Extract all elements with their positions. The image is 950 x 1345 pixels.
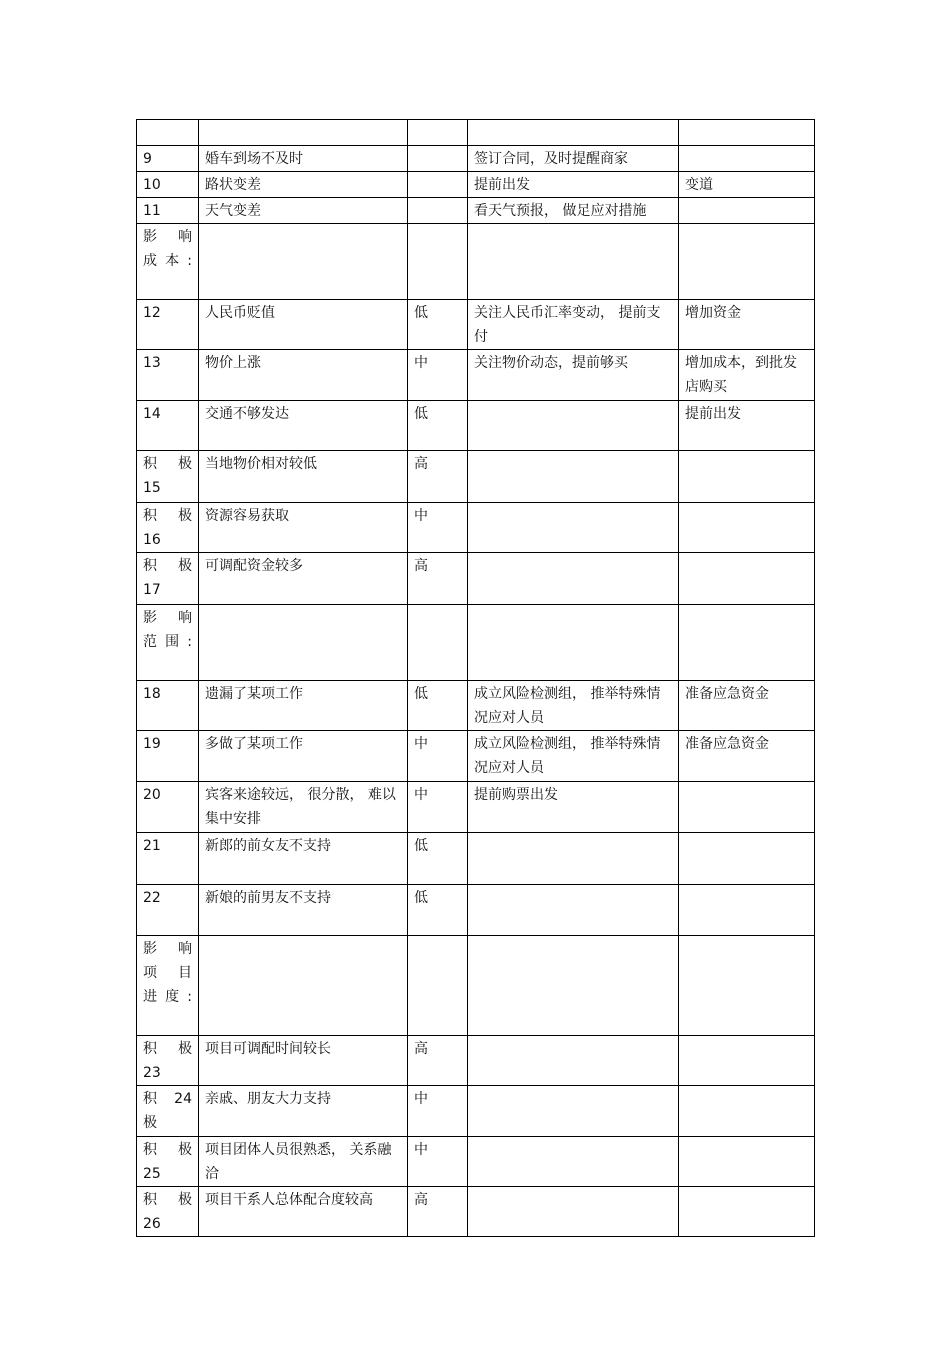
response-cell: 提前购票出发 bbox=[468, 782, 679, 833]
level-cell bbox=[408, 198, 468, 224]
id-cell: 9 bbox=[137, 146, 199, 172]
measure-cell bbox=[679, 553, 815, 605]
id-cell: 13 bbox=[137, 350, 199, 401]
level-cell: 中 bbox=[408, 1137, 468, 1187]
measure-cell bbox=[679, 1187, 815, 1237]
measure-cell bbox=[679, 1036, 815, 1086]
response-cell: 关注物价动态，提前够买 bbox=[468, 350, 679, 401]
level-cell: 低 bbox=[408, 885, 468, 936]
table-row bbox=[137, 681, 815, 731]
table-row bbox=[137, 451, 815, 503]
response-cell bbox=[468, 1036, 679, 1086]
table-row bbox=[137, 1036, 815, 1086]
risk-cell: 交通不够发达 bbox=[199, 401, 408, 451]
id-cell: 影 响 成本: bbox=[137, 224, 199, 300]
table-row bbox=[137, 731, 815, 782]
level-cell: 中 bbox=[408, 782, 468, 833]
risk-cell: 路状变差 bbox=[199, 172, 408, 198]
risk-table-body bbox=[137, 120, 815, 1237]
response-cell bbox=[468, 1187, 679, 1237]
measure-cell bbox=[679, 503, 815, 553]
measure-cell bbox=[679, 605, 815, 681]
risk-cell: 可调配资金较多 bbox=[199, 553, 408, 605]
id-cell: 19 bbox=[137, 731, 199, 782]
response-cell bbox=[468, 605, 679, 681]
risk-cell bbox=[199, 120, 408, 146]
table-row bbox=[137, 885, 815, 936]
id-cell: 积 极 17 bbox=[137, 553, 199, 605]
measure-cell bbox=[679, 198, 815, 224]
risk-cell bbox=[199, 936, 408, 1036]
response-cell: 成立风险检测组， 推举特殊情况应对人员 bbox=[468, 681, 679, 731]
measure-cell: 增加资金 bbox=[679, 300, 815, 350]
response-cell: 提前出发 bbox=[468, 172, 679, 198]
risk-cell: 项目团体人员很熟悉， 关系融洽 bbox=[199, 1137, 408, 1187]
risk-cell: 新娘的前男友不支持 bbox=[199, 885, 408, 936]
table-row bbox=[137, 300, 815, 350]
response-cell: 关注人民币汇率变动， 提前支付 bbox=[468, 300, 679, 350]
level-cell bbox=[408, 605, 468, 681]
measure-cell bbox=[679, 885, 815, 936]
response-cell bbox=[468, 224, 679, 300]
id-cell: 22 bbox=[137, 885, 199, 936]
response-cell bbox=[468, 1086, 679, 1137]
risk-cell: 天气变差 bbox=[199, 198, 408, 224]
level-cell bbox=[408, 146, 468, 172]
level-cell bbox=[408, 172, 468, 198]
level-cell: 高 bbox=[408, 1187, 468, 1237]
risk-cell: 当地物价相对较低 bbox=[199, 451, 408, 503]
table-row bbox=[137, 782, 815, 833]
level-cell: 高 bbox=[408, 451, 468, 503]
risk-cell: 项目可调配时间较长 bbox=[199, 1036, 408, 1086]
risk-cell: 项目干系人总体配合度较高 bbox=[199, 1187, 408, 1237]
id-cell: 18 bbox=[137, 681, 199, 731]
level-cell: 中 bbox=[408, 350, 468, 401]
id-cell: 21 bbox=[137, 833, 199, 885]
level-cell bbox=[408, 936, 468, 1036]
table-row bbox=[137, 172, 815, 198]
measure-cell bbox=[679, 1137, 815, 1187]
table-row bbox=[137, 224, 815, 300]
level-cell: 高 bbox=[408, 553, 468, 605]
response-cell: 看天气预报， 做足应对措施 bbox=[468, 198, 679, 224]
response-cell bbox=[468, 553, 679, 605]
risk-cell bbox=[199, 224, 408, 300]
table-row bbox=[137, 401, 815, 451]
level-cell: 中 bbox=[408, 503, 468, 553]
risk-cell: 物价上涨 bbox=[199, 350, 408, 401]
response-cell: 成立风险检测组， 推举特殊情况应对人员 bbox=[468, 731, 679, 782]
level-cell bbox=[408, 224, 468, 300]
level-cell: 低 bbox=[408, 681, 468, 731]
risk-cell: 多做了某项工作 bbox=[199, 731, 408, 782]
risk-cell bbox=[199, 605, 408, 681]
level-cell: 中 bbox=[408, 731, 468, 782]
level-cell: 中 bbox=[408, 1086, 468, 1137]
risk-cell: 人民币贬值 bbox=[199, 300, 408, 350]
id-cell: 10 bbox=[137, 172, 199, 198]
risk-cell: 宾客来途较远， 很分散， 难以集中安排 bbox=[199, 782, 408, 833]
table-row bbox=[137, 1086, 815, 1137]
measure-cell bbox=[679, 833, 815, 885]
id-cell: 积 24 极 bbox=[137, 1086, 199, 1137]
table-row bbox=[137, 350, 815, 401]
measure-cell bbox=[679, 120, 815, 146]
id-cell: 影 响 范围: bbox=[137, 605, 199, 681]
table-row bbox=[137, 553, 815, 605]
table-row bbox=[137, 936, 815, 1036]
id-cell: 20 bbox=[137, 782, 199, 833]
measure-cell: 提前出发 bbox=[679, 401, 815, 451]
id-cell: 积 极 16 bbox=[137, 503, 199, 553]
response-cell bbox=[468, 1137, 679, 1187]
table-row bbox=[137, 1137, 815, 1187]
id-cell bbox=[137, 120, 199, 146]
response-cell bbox=[468, 401, 679, 451]
id-cell: 11 bbox=[137, 198, 199, 224]
risk-cell: 新郎的前女友不支持 bbox=[199, 833, 408, 885]
response-cell bbox=[468, 503, 679, 553]
id-cell: 积 极 23 bbox=[137, 1036, 199, 1086]
measure-cell bbox=[679, 146, 815, 172]
level-cell: 低 bbox=[408, 300, 468, 350]
measure-cell bbox=[679, 1086, 815, 1137]
level-cell: 低 bbox=[408, 401, 468, 451]
measure-cell: 准备应急资金 bbox=[679, 731, 815, 782]
risk-table bbox=[136, 119, 815, 1237]
measure-cell bbox=[679, 782, 815, 833]
response-cell bbox=[468, 936, 679, 1036]
measure-cell bbox=[679, 451, 815, 503]
level-cell: 低 bbox=[408, 833, 468, 885]
table-row bbox=[137, 503, 815, 553]
level-cell: 高 bbox=[408, 1036, 468, 1086]
table-row bbox=[137, 1187, 815, 1237]
table-row bbox=[137, 198, 815, 224]
id-cell: 12 bbox=[137, 300, 199, 350]
table-row bbox=[137, 120, 815, 146]
id-cell: 积 极 25 bbox=[137, 1137, 199, 1187]
measure-cell: 准备应急资金 bbox=[679, 681, 815, 731]
risk-cell: 遗漏了某项工作 bbox=[199, 681, 408, 731]
risk-cell: 亲戚、朋友大力支持 bbox=[199, 1086, 408, 1137]
measure-cell: 变道 bbox=[679, 172, 815, 198]
table-row bbox=[137, 605, 815, 681]
measure-cell: 增加成本，到批发店购买 bbox=[679, 350, 815, 401]
response-cell bbox=[468, 833, 679, 885]
risk-cell: 资源容易获取 bbox=[199, 503, 408, 553]
response-cell bbox=[468, 885, 679, 936]
id-cell: 积 极 26 bbox=[137, 1187, 199, 1237]
level-cell bbox=[408, 120, 468, 146]
id-cell: 14 bbox=[137, 401, 199, 451]
table-row bbox=[137, 146, 815, 172]
table-row bbox=[137, 833, 815, 885]
risk-cell: 婚车到场不及时 bbox=[199, 146, 408, 172]
response-cell bbox=[468, 451, 679, 503]
measure-cell bbox=[679, 936, 815, 1036]
id-cell: 影 响 项 目 进度: bbox=[137, 936, 199, 1036]
measure-cell bbox=[679, 224, 815, 300]
response-cell: 签订合同，及时提醒商家 bbox=[468, 146, 679, 172]
response-cell bbox=[468, 120, 679, 146]
id-cell: 积 极 15 bbox=[137, 451, 199, 503]
